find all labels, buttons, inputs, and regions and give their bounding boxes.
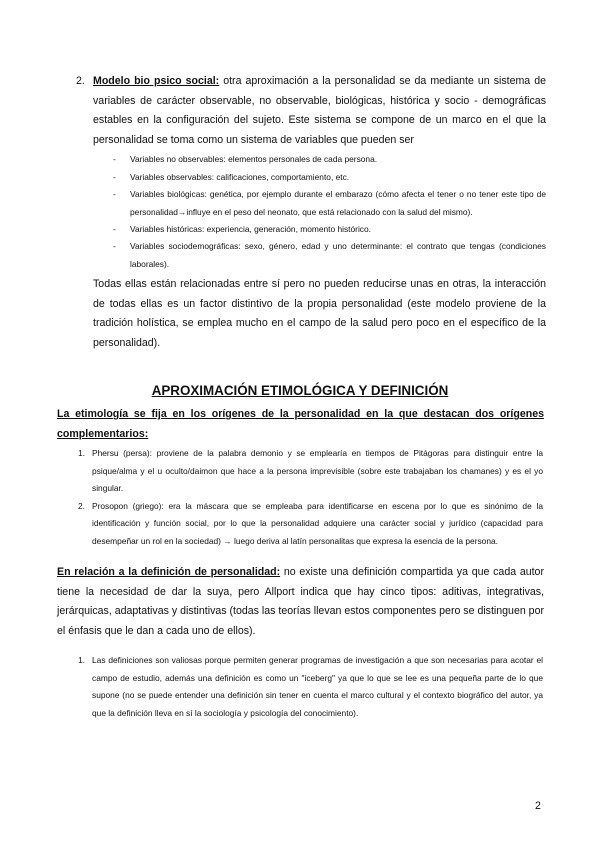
- list-item: 1. Las definiciones son valiosas porque permiten generar programas de investigación a que son necesarias para acotar el campo de estudio, además una definición es como un "iceberg" ya que lo que se lee es una pequeña parte de lo que supone (no se puede entender una definición sin tener en cuenta el marco cultural y el contexto biográfico del autor, ya que la definición lleva en sí la sociología y psicología del conocimiento).: [78, 655, 543, 718]
- page-number: 2: [535, 800, 541, 812]
- section-heading: APROXIMACIÓN ETIMOLÓGICA Y DEFINICIÓN: [151, 383, 449, 398]
- list-item: 2. Prosopon (griego): era la máscara que se empleaba para identificarse en escena por lo que es sinónimo de la identificación y función social, por lo que la personalidad adquiere una carácter social y jurídico (capacidad para desempeñar un rol en la sociedad) → luego deriva al latín personalitas que expresa la esencia de la persona.: [78, 500, 543, 546]
- definicion-paragraph: [57, 563, 544, 641]
- definicion-list: [78, 652, 543, 722]
- list-item: - Variables históricas: experiencia, generación, momento histórico.: [113, 224, 371, 234]
- list-item: - Variables observables: calificaciones, comportamiento, etc.: [113, 171, 350, 182]
- item-intro: otra aproximación a la personalidad se da mediante un sistema de variables de carácter observable, no observable, biológicas, histórica y socio - demográficas estables en la configuración del sujeto. Este sistema se compone de un marco en el que la personalidad se toma como un sistema de variables que pueden ser: [93, 75, 546, 146]
- item-number: 2.: [76, 75, 85, 87]
- item-title: Modelo bio psico social:: [93, 75, 220, 87]
- etimologia-list: [78, 445, 543, 551]
- list-item: 1. Phersu (persa): proviene de la palabra demonio y se emplearía en tiempos de Pitágoras para distinguir entre la psique/alma y el u oculto/daimon que hace a la persona imprevisible (sobre este trabajaban los chamanes) y es el yo singular.: [78, 448, 543, 494]
- item-intro-paragraph: [93, 72, 546, 150]
- item-bio-psico-social: [76, 72, 546, 354]
- list-item: - Variables sociodemográficas: sexo, género, edad y uno determinante: el contrato que tengas (condiciones laborales).: [113, 241, 546, 269]
- variables-list: [93, 151, 546, 273]
- list-item: - Variables no observables: elementos personales de cada persona.: [113, 154, 378, 165]
- item-body: [93, 72, 546, 354]
- item-closing-paragraph: Todas ellas están relacionadas entre sí pero no pueden reducirse unas en otras, la interacción de todas ellas es un factor distintivo de la propia personalidad (este modelo proviene de la tradición holística, se emplea mucho en el campo de la salud pero poco en el específico de la personalidad).: [93, 278, 546, 349]
- etimologia-lead: La etimología se fija en los orígenes de la personalidad en la que destacan dos orígenes complementarios:: [57, 408, 544, 440]
- definicion-lead: En relación a la definición de personalidad:: [57, 566, 281, 578]
- list-item: - Variables biológicas: genética, por ejemplo durante el embarazo (cómo afecta el tener o no tener este tipo de personalidad→influye en el peso del neonato, que está relacionado con la salud del mismo).: [113, 189, 546, 217]
- definicion-text: no existe una definición compartida ya que cada autor tiene la necesidad de dar la suya, pero Allport indica que hay cinco tipos: aditivas, integrativas, jerárquicas, adaptativas y distintivas (todas las teorías llevan estos componentes pero se distinguen por el énfasis que le dan a cada uno de ellos).: [57, 566, 544, 637]
